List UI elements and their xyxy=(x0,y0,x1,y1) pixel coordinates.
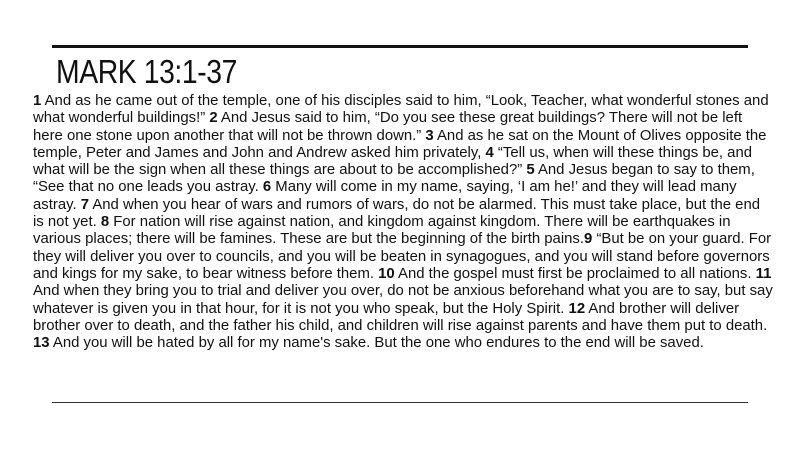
verse-number: 11 xyxy=(755,265,772,282)
verse-text: And brother will deliver brother over to death, and the father his child, and children will rise against parents and have them put to death. xyxy=(33,300,768,334)
verse-number: 13 xyxy=(33,335,50,352)
verse-number: 4 xyxy=(485,144,494,161)
verse-text: And as he came out of the temple, one of his disciples said to him, “Look, Teacher, what wonderful stones and what wonderful buildings!” xyxy=(33,93,769,127)
verse-number: 12 xyxy=(568,300,586,317)
passage-text xyxy=(33,93,773,352)
verse-number: 5 xyxy=(526,162,535,179)
verse-text: And when they bring you to trial and deliver you over, do not be anxious beforehand what you are to say, but say whatever is given you in that hour, for it is not you who speak, but the Holy Spirit. xyxy=(33,283,773,317)
verse-number: 3 xyxy=(425,127,434,144)
verse-text: And the gospel must first be proclaimed to all nations. xyxy=(394,265,756,282)
verse-text: And Jesus said to him, “Do you see these great buildings? There will not be left here one stone upon another that will not be thrown down.” xyxy=(33,110,743,144)
verse-number: 7 xyxy=(80,196,90,213)
verse-text: “Tell us, when will these things be, and what will be the sign when all these things are about to be accomplished?” xyxy=(33,144,753,179)
verse-number: 1 xyxy=(33,93,42,109)
verse-text: “But be on your guard. For they will deliver you over to councils, and you will be beaten in synagogues, and you will stand before governors and kings for my sake, to bear witness before them. xyxy=(33,231,772,282)
verse-text: And as he sat on the Mount of Olives opposite the temple, Peter and James and John and Andrew asked him privately, xyxy=(33,127,767,161)
verse-number: 8 xyxy=(100,214,110,231)
verse-text: Many will come in my name, saying, ‘I am he!’ and they will lead many astray. xyxy=(33,179,737,213)
verse-text: For nation will rise against nation, and kingdom against kingdom. There will be earthquakes in various places; there will be famines. These are but the beginning of the birth pains. xyxy=(33,214,731,248)
bottom-rule xyxy=(52,402,748,403)
verse-number: 2 xyxy=(209,110,218,127)
passage-title: MARK 13:1-37 xyxy=(56,53,237,90)
verse-text: And Jesus began to say to them, “See that no one leads you astray. xyxy=(33,162,755,196)
verse-number: 6 xyxy=(262,179,272,196)
verse-text: And you will be hated by all for my name's sake. But the one who endures to the end will be saved. xyxy=(49,335,704,352)
verse-number: 9 xyxy=(584,231,593,248)
verse-number: 10 xyxy=(378,265,395,282)
verse-text: And when you hear of wars and rumors of wars, do not be alarmed. This must take place, but the end is not yet. xyxy=(33,196,761,231)
top-rule xyxy=(52,45,748,48)
